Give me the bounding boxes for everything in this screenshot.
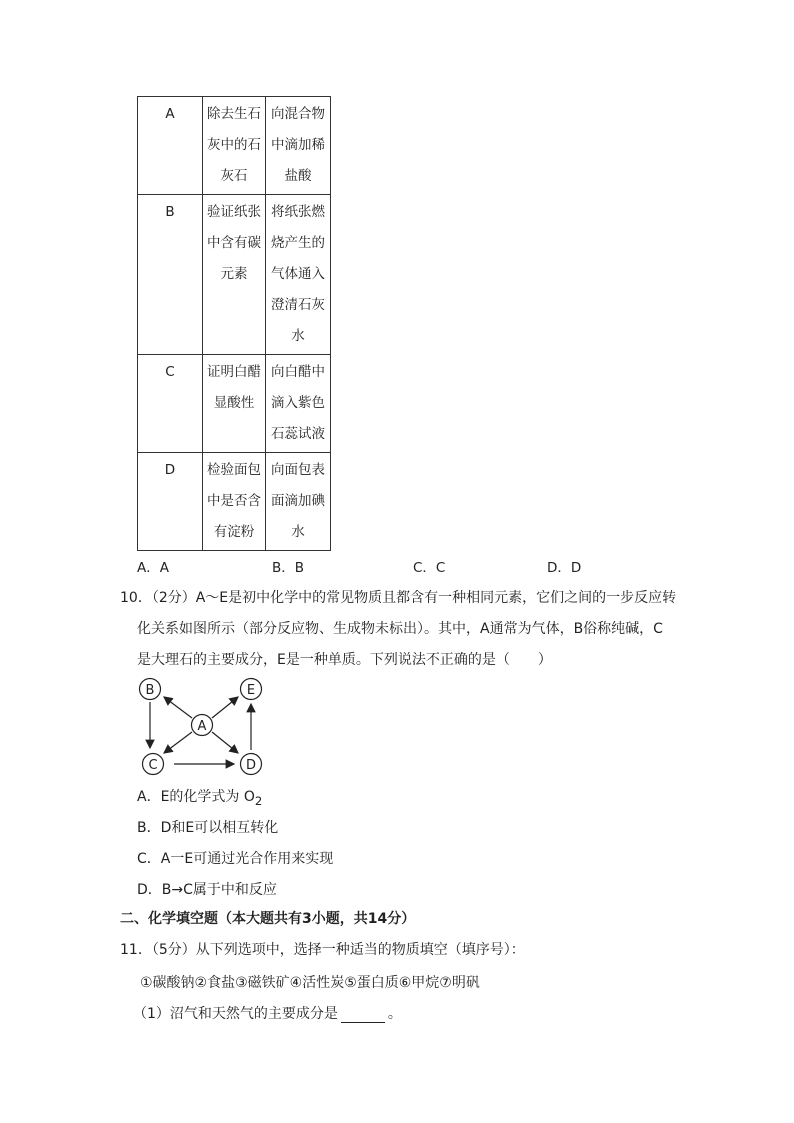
method-line: 向白醋中 xyxy=(271,364,325,380)
q10-line-1: 10．（2分）A～E是初中化学中的常见物质且都含有一种相同元素，它们之间的一步反应转 xyxy=(120,590,677,606)
q9-choice-c: C．C xyxy=(413,560,446,576)
purpose-line: 灰中的石 xyxy=(207,137,261,153)
method-line: 水 xyxy=(291,328,305,344)
method-line: 向混合物 xyxy=(271,106,325,122)
row-purpose xyxy=(203,97,266,195)
row-purpose xyxy=(203,195,266,355)
method-line: 澄清石灰 xyxy=(271,297,325,313)
q11-items: ①碳酸钠②食盐③磁铁矿④活性炭⑤蛋白质⑥甲烷⑦明矾 xyxy=(140,975,480,991)
reaction-diagram xyxy=(130,672,280,782)
arrow-a-to-c xyxy=(164,732,192,753)
row-method xyxy=(266,453,331,551)
table-row xyxy=(138,195,331,355)
method-line: 盐酸 xyxy=(284,168,312,184)
row-letter: C xyxy=(138,355,203,453)
table-row xyxy=(138,453,331,551)
method-line: 气体通入 xyxy=(271,266,325,282)
row-method xyxy=(266,97,331,195)
method-line: 面滴加碘 xyxy=(271,493,325,509)
section-heading: 二、化学填空题（本大题共有3小题，共14分） xyxy=(120,911,416,927)
q10-option-a-text: A．E的化学式为 O xyxy=(137,789,255,805)
purpose-line: 灰石 xyxy=(220,168,248,184)
q10-option-a xyxy=(137,786,262,808)
purpose-line: 检验面包 xyxy=(207,462,261,478)
method-line: 烧产生的 xyxy=(271,235,325,251)
q10-option-c: C．A一E可通过光合作用来实现 xyxy=(137,851,334,867)
experiment-table xyxy=(137,96,331,551)
q9-choice-d: D．D xyxy=(547,560,582,576)
node-e: E xyxy=(246,683,256,698)
row-method xyxy=(266,355,331,453)
method-line: 中滴加稀 xyxy=(271,137,325,153)
purpose-line: 有淀粉 xyxy=(213,524,255,540)
purpose-line: 元素 xyxy=(220,266,248,282)
q11-sub1 xyxy=(133,1003,402,1023)
row-letter: B xyxy=(138,195,203,355)
row-purpose xyxy=(203,453,266,551)
q10-line-3: 是大理石的主要成分，E是一种单质。下列说法不正确的是（ ） xyxy=(137,652,552,668)
q9-choice-a: A．A xyxy=(137,560,169,576)
answer-blank[interactable] xyxy=(341,1008,385,1023)
purpose-line: 显酸性 xyxy=(213,395,255,411)
purpose-line: 除去生石 xyxy=(207,106,261,122)
q11-stem: 11．（5分）从下列选项中，选择一种适当的物质填空（填序号）： xyxy=(120,942,525,958)
node-b: B xyxy=(145,683,155,698)
method-line: 将纸张燃 xyxy=(271,204,325,220)
arrow-a-to-b xyxy=(164,697,192,718)
q10-option-a-subscript: 2 xyxy=(254,793,263,808)
arrow-a-to-e xyxy=(212,697,238,718)
purpose-line: 中是否含 xyxy=(207,493,261,509)
method-line: 向面包表 xyxy=(271,462,325,478)
row-method xyxy=(266,195,331,355)
q11-sub1-suffix: 。 xyxy=(387,1006,402,1022)
q10-option-b: B．D和E可以相互转化 xyxy=(137,820,279,836)
table-row xyxy=(138,355,331,453)
node-c: C xyxy=(148,758,158,773)
q10-option-d: D．B→C属于中和反应 xyxy=(137,882,277,898)
q9-choice-b: B．B xyxy=(272,560,305,576)
q11-sub1-text: （1）沼气和天然气的主要成分是 xyxy=(133,1006,338,1022)
arrow-d-from-a xyxy=(212,732,238,753)
node-d: D xyxy=(245,758,257,773)
purpose-line: 证明白醋 xyxy=(207,364,261,380)
row-letter: A xyxy=(138,97,203,195)
purpose-line: 验证纸张 xyxy=(207,204,261,220)
row-purpose xyxy=(203,355,266,453)
node-a: A xyxy=(197,719,207,734)
q10-line-2: 化关系如图所示（部分反应物、生成物未标出）。其中，A通常为气体，B俗称纯碱，C xyxy=(137,621,663,637)
table-row xyxy=(138,97,331,195)
purpose-line: 中含有碳 xyxy=(207,235,261,251)
method-line: 石蕊试液 xyxy=(271,426,325,442)
method-line: 水 xyxy=(291,524,305,540)
row-letter: D xyxy=(138,453,203,551)
method-line: 滴入紫色 xyxy=(271,395,325,411)
